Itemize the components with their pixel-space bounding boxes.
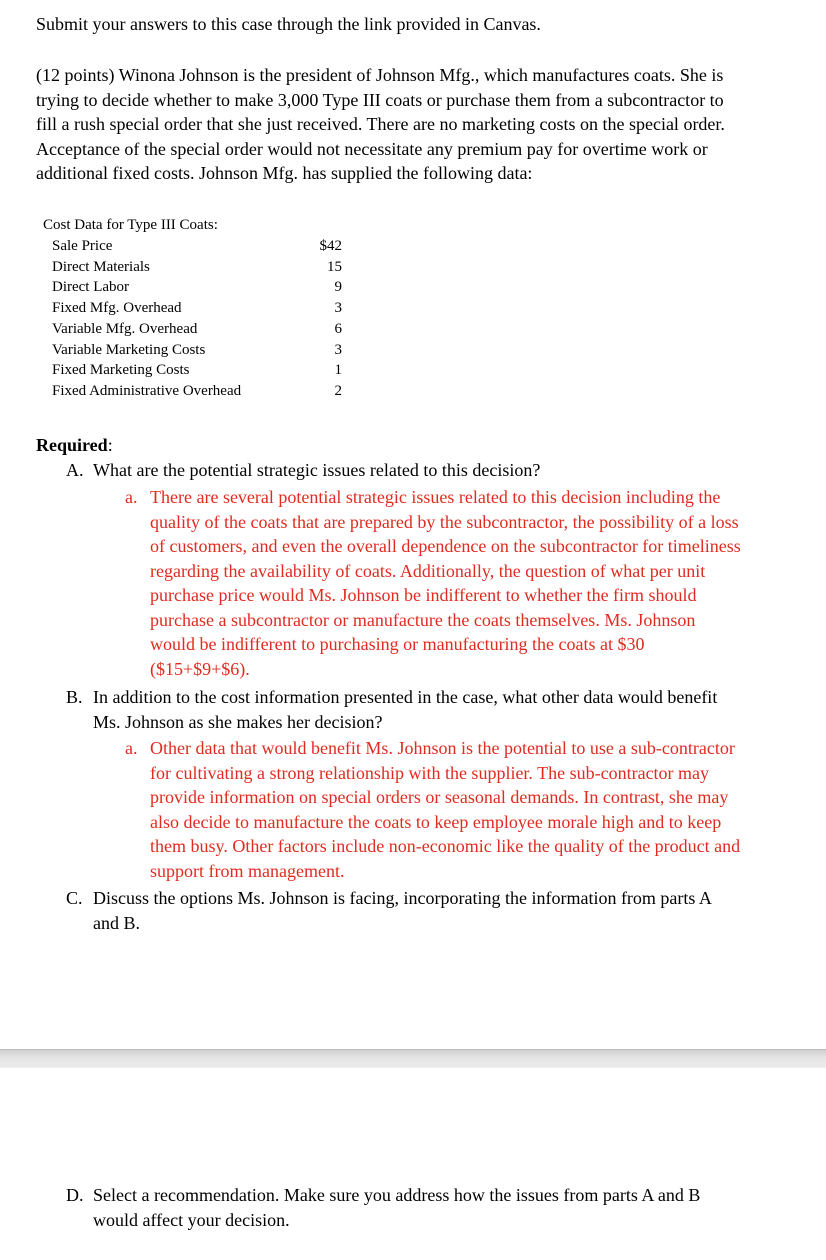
cost-table-values (302, 236, 342, 402)
cost-row-label: Direct Labor (52, 279, 130, 296)
answer-line: quality of the coats that are prepared by the subcontractor, the possibility of a loss (150, 511, 739, 532)
cost-row-label: Variable Mfg. Overhead (52, 320, 198, 337)
required-label: Required (36, 435, 108, 455)
question-line: Select a recommendation. Make sure you address how the issues from parts A and B (93, 1185, 701, 1205)
answer-line: regarding the availability of coats. Additionally, the question of what per unit (150, 560, 706, 581)
question-letter-b: B. (66, 687, 83, 707)
cost-row-value: 15 (327, 258, 342, 275)
answer-line: also decide to manufacture the coats to keep employee morale high and to keep (150, 811, 722, 832)
cost-row-value: 3 (334, 341, 342, 358)
answer-line: purchase a subcontractor or manufacture the coats themselves. Ms. Johnson (150, 609, 696, 630)
cost-row-label: Fixed Mfg. Overhead (52, 300, 182, 317)
question-line: What are the potential strategic issues related to this decision? (93, 460, 541, 480)
header-instruction: Submit your answers to this case through the link provided in Canvas. (36, 14, 541, 34)
answer-line: provide information on special orders or seasonal demands. In contrast, she may (150, 787, 729, 807)
intro-line: additional fixed costs. Johnson Mfg. has supplied the following data: (36, 163, 533, 183)
answer-line: would be indifferent to purchasing or manufacturing the coats at $30 (150, 634, 645, 654)
question-letter-a: A. (66, 460, 84, 480)
intro-line: (12 points) Winona Johnson is the president of Johnson Mfg., which manufactures coats. She is (36, 65, 724, 85)
cost-row-value: 6 (334, 320, 342, 337)
question-line: In addition to the cost information presented in the case, what other data would benefit (93, 687, 718, 707)
required-heading (36, 433, 113, 458)
required-colon: : (107, 435, 113, 455)
question-letter-c: C. (66, 888, 83, 908)
page-divider (0, 1049, 826, 1068)
question-d-text (93, 1183, 700, 1232)
cost-row-value: 2 (334, 382, 342, 399)
question-line: would affect your decision. (93, 1209, 290, 1230)
answer-a-letter: a. (125, 487, 138, 507)
cost-row-value: 1 (334, 362, 342, 379)
cost-row-value: 3 (334, 300, 342, 317)
cost-row-value: 9 (334, 279, 342, 296)
answer-a-text (150, 485, 741, 681)
answer-b-letter: a. (125, 738, 138, 758)
cost-row-value: $42 (319, 238, 342, 254)
cost-row-label: Variable Marketing Costs (52, 341, 206, 358)
question-line: and B. (93, 912, 140, 933)
intro-line: fill a rush special order that she just received. There are no marketing costs on the special order. (36, 114, 725, 134)
cost-row-label: Sale Price (52, 238, 113, 254)
intro-line: trying to decide whether to make 3,000 Type III coats or purchase them from a subcontractor to (36, 89, 724, 110)
cost-table-labels (52, 236, 241, 402)
question-line: Ms. Johnson as she makes her decision? (93, 711, 383, 732)
intro-line: Acceptance of the special order would not necessitate any premium pay for overtime work or (36, 138, 708, 159)
answer-line: of customers, and even the overall dependence on the subcontractor for timeliness (150, 536, 741, 556)
question-c-text (93, 886, 712, 935)
cost-row-label: Fixed Administrative Overhead (52, 382, 242, 399)
answer-line: them busy. Other factors include non-economic like the quality of the product and (150, 836, 741, 856)
question-line: Discuss the options Ms. Johnson is facing, incorporating the information from parts A (93, 888, 712, 908)
cost-row-label: Fixed Marketing Costs (52, 362, 190, 379)
question-letter-d: D. (66, 1185, 84, 1205)
answer-b-text (150, 736, 740, 883)
answer-line: purchase price would Ms. Johnson be indifferent to whether the firm should (150, 585, 697, 605)
answer-line: Other data that would benefit Ms. Johnson is the potential to use a sub-contractor (150, 738, 735, 758)
answer-line: ($15+$9+$6). (150, 658, 250, 679)
cost-table-title: Cost Data for Type III Coats: (43, 217, 218, 233)
question-b-text (93, 685, 717, 734)
question-a-text (93, 458, 540, 483)
answer-line: There are several potential strategic issues related to this decision including the (150, 487, 721, 507)
answer-line: for cultivating a strong relationship with the supplier. The sub-contractor may (150, 762, 710, 783)
intro-paragraph (36, 63, 725, 186)
cost-row-label: Direct Materials (52, 258, 150, 275)
answer-line: support from management. (150, 860, 345, 881)
